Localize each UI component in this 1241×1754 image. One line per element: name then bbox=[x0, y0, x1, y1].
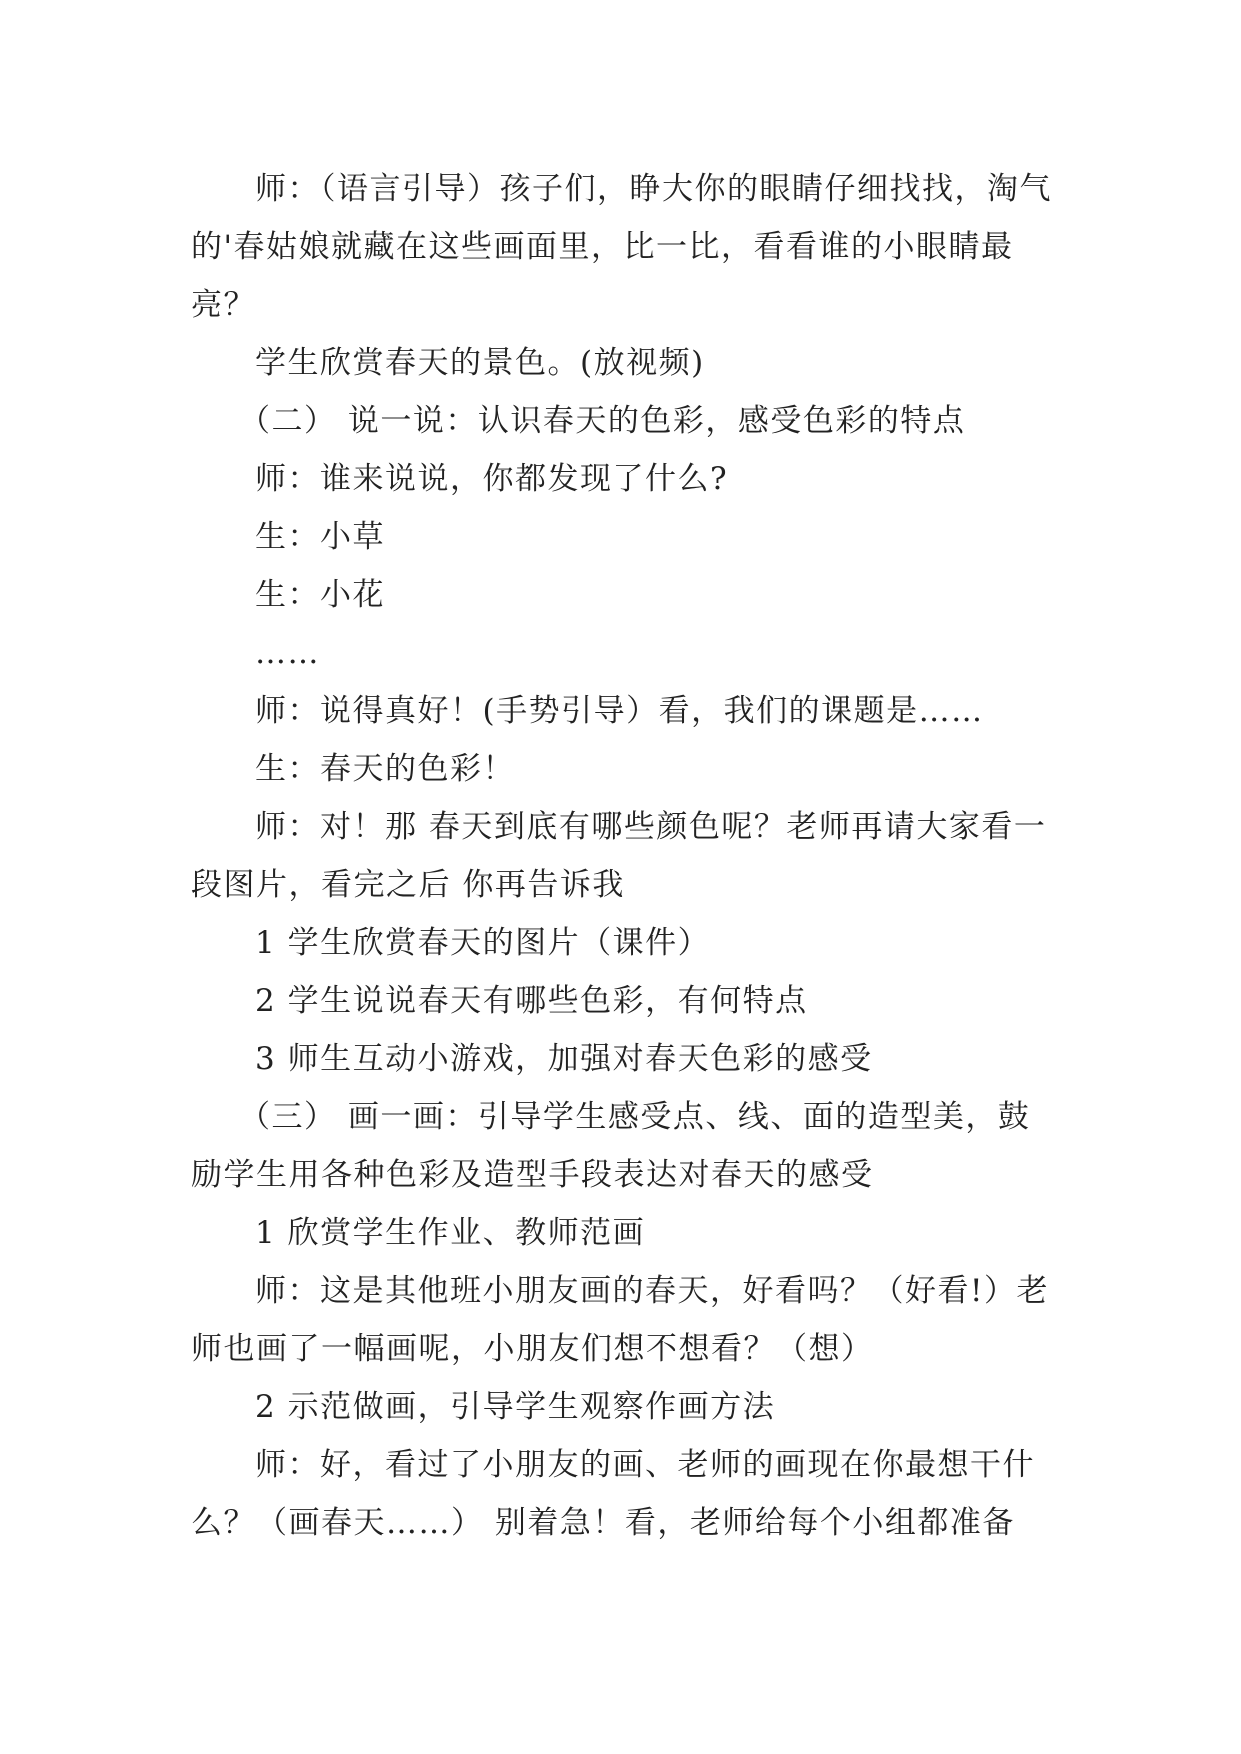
paragraph-teacher-colors: 师：对！那 春天到底有哪些颜色呢？老师再请大家看一段图片，看完之后 你再告诉我 bbox=[191, 809, 1047, 903]
paragraph-teacher-title: 师：说得真好！(手势引导）看，我们的课题是…… bbox=[255, 693, 984, 729]
list-item-3: 3 师生互动小游戏，加强对春天色彩的感受 bbox=[255, 1041, 873, 1077]
document-body bbox=[191, 160, 1061, 1552]
paragraph-student-title: 生：春天的色彩！ bbox=[255, 751, 515, 787]
list-item-2: 2 学生说说春天有哪些色彩，有何特点 bbox=[255, 983, 808, 1019]
paragraph-ellipsis: …… bbox=[255, 635, 320, 671]
list-item-appreciate: 1 欣赏学生作业、教师范画 bbox=[255, 1215, 646, 1251]
list-item-1: 1 学生欣赏春天的图片（课件） bbox=[255, 925, 711, 961]
paragraph-student-grass: 生：小草 bbox=[255, 519, 385, 555]
paragraph-teacher-intro: 师：（语言引导）孩子们，睁大你的眼睛仔细找找，淘气的'春姑娘就藏在这些画面里，比一比，看看谁的小眼睛最亮？ bbox=[191, 171, 1052, 323]
list-item-demo: 2 示范做画，引导学生观察作画方法 bbox=[255, 1389, 776, 1425]
paragraph-student-flower: 生：小花 bbox=[255, 577, 385, 613]
section-heading-2: （二） 说一说：认识春天的色彩，感受色彩的特点 bbox=[239, 403, 966, 439]
paragraph-teacher-question: 师：谁来说说，你都发现了什么? bbox=[255, 461, 729, 497]
paragraph-watch-video: 学生欣赏春天的景色。(放视频) bbox=[255, 345, 705, 381]
section-heading-3: （三） 画一画：引导学生感受点、线、面的造型美，鼓励学生用各种色彩及造型手段表达对春天的感受 bbox=[191, 1099, 1031, 1193]
paragraph-teacher-prepare: 师：好，看过了小朋友的画、老师的画现在你最想干什么？（画春天……） 别着急！看，老师给每个小组都准备 bbox=[191, 1447, 1035, 1541]
paragraph-teacher-other-class: 师：这是其他班小朋友画的春天，好看吗？（好看!）老师也画了一幅画呢，小朋友们想不想看？（想） bbox=[191, 1273, 1049, 1367]
